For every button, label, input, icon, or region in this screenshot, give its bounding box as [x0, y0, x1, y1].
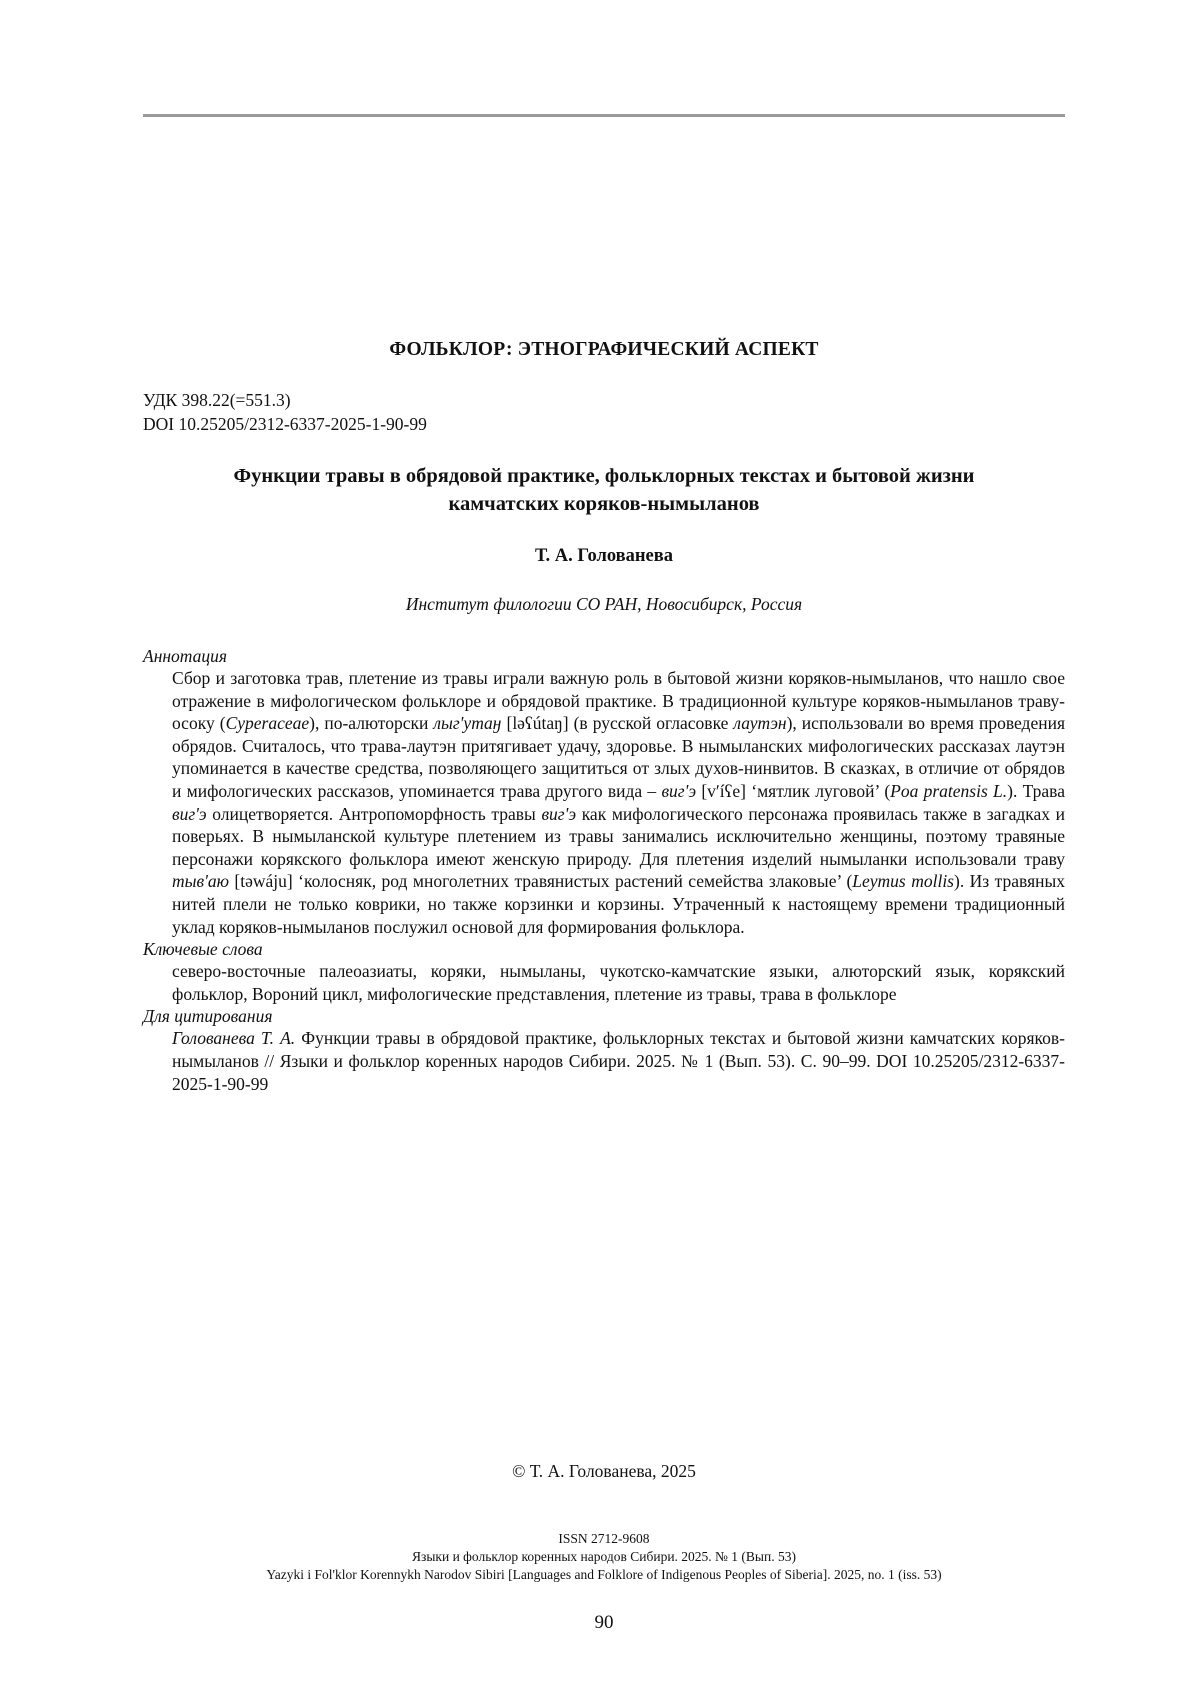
journal-title-en: Yazyki i Fol'klor Korennykh Narodov Sibiri [Languages and Folklore of Indigenous Peoples of Siberia]. 2025, no. 1 (iss. 53)	[266, 1567, 942, 1582]
page-number: 90	[594, 1612, 614, 1633]
title-line-1: Функции травы в обрядовой практике, фольклорных текстах и бытовой жизни	[233, 465, 975, 487]
journal-footer	[143, 1530, 1065, 1584]
issn: ISSN 2712-9608	[558, 1531, 650, 1546]
abstract-text: Сбор и заготовка трав, плетение из травы играли важную роль в бытовой жизни коряков-нымыланов, что нашло свое отражение в мифологическом фольклоре и обрядовой практике. В традиционной культуре коряков-нымыланов траву-осоку (Cyperaceae), по-алюторски лыг'утаӈ [ləʕútaŋ] (в русской огласовке лаутэн), использовали во время проведения обрядов. Считалось, что трава-лаутэн притягивает удачу, здоровье. В нымыланских мифологических рассказах лаутэн упоминается в качестве средства, позволяющего защититься от злых духов-нинвитов. В сказках, в отличие от обрядов и мифологических рассказов, упоминается трава другого вида – виг'э [vʹíʕe] ‘мятлик луговой’ (Poa pratensis L.). Трава виг'э олицетворяется. Антропоморфность травы виг'э как мифологического персонажа проявилась также в загадках и поверьях. В нымыланской культуре плетением из травы занимались исключительно женщины, поэтому травяные персонажи корякского фольклора имеют женскую природу. Для плетения изделий нымыланки использовали траву тыв'аю [təwáju] ‘колосняк, род многолетних травянистых растений семейства злаковые’ (Leymus mollis). Из травяных нитей плели не только коврики, но также корзинки и корзины. Утраченный к настоящему времени традиционный уклад коряков-нымыланов послужил основой для формирования фольклора.	[172, 668, 1066, 937]
journal-title-ru: Языки и фольклор коренных народов Сибири. 2025. № 1 (Вып. 53)	[412, 1549, 796, 1564]
top-rule	[143, 114, 1065, 117]
citation-label: Для цитирования	[143, 1006, 273, 1027]
abstract-block	[143, 645, 1065, 1095]
article-title	[143, 462, 1065, 518]
author: Т. А. Голованева	[534, 546, 674, 566]
doi: DOI 10.25205/2312-6337-2025-1-90-99	[143, 414, 427, 434]
copyright: © Т. А. Голованева, 2025	[512, 1461, 696, 1481]
section-heading: ФОЛЬКЛОР: ЭТНОГРАФИЧЕСКИЙ АСПЕКТ	[389, 339, 819, 360]
affiliation: Институт филологии СО РАН, Новосибирск, Россия	[405, 594, 803, 614]
title-line-2: камчатских коряков-нымыланов	[448, 493, 760, 515]
keywords-text: северо-восточные палеоазиаты, коряки, нымыланы, чукотско-камчатские языки, алюторский язык, корякский фольклор, Вороний цикл, мифологические представления, плетение из травы, трава в фольклоре	[172, 961, 1065, 1004]
abstract-label: Аннотация	[143, 646, 228, 666]
keywords-label: Ключевые слова	[143, 939, 263, 960]
citation-text: Голованева Т. А. Функции травы в обрядовой практике, фольклорных текстах и бытовой жизни камчатских коряков-нымыланов // Языки и фольклор коренных народов Сибири. 2025. № 1 (Вып. 53). С. 90–99. DOI 10.25205/2312-6337-2025-1-90-99	[172, 1028, 1065, 1094]
udk: УДК 398.22(=551.3)	[143, 390, 291, 410]
article-meta	[143, 388, 427, 436]
